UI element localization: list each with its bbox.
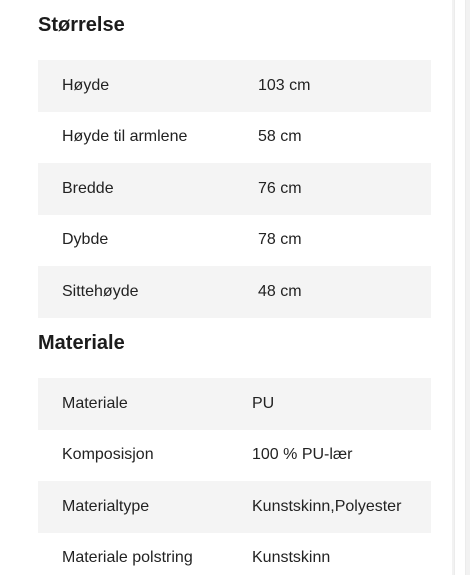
spec-label: Materiale bbox=[38, 395, 252, 413]
spec-value: PU bbox=[252, 395, 431, 413]
spec-value: Kunstskinn,Polyester bbox=[252, 498, 431, 516]
scrollbar-thumb[interactable] bbox=[454, 0, 466, 575]
spec-label: Dybde bbox=[38, 231, 258, 249]
table-row bbox=[38, 112, 431, 164]
spec-value: 76 cm bbox=[258, 180, 431, 198]
spec-label: Materialtype bbox=[38, 498, 252, 516]
spec-label: Sittehøyde bbox=[38, 283, 258, 301]
material-section bbox=[38, 330, 431, 584]
spec-value: Kunstskinn bbox=[252, 549, 431, 567]
spec-label: Bredde bbox=[38, 180, 258, 198]
spec-label: Høyde til armlene bbox=[38, 128, 258, 146]
table-row bbox=[38, 163, 431, 215]
scrollbar-track[interactable] bbox=[452, 0, 470, 575]
table-row bbox=[38, 533, 431, 584]
spec-label: Komposisjon bbox=[38, 446, 252, 464]
table-row bbox=[38, 266, 431, 318]
size-spec-table bbox=[38, 60, 431, 318]
spec-label: Høyde bbox=[38, 77, 258, 95]
spec-value: 58 cm bbox=[258, 128, 431, 146]
table-row bbox=[38, 481, 431, 533]
spec-value: 48 cm bbox=[258, 283, 431, 301]
spec-label: Materiale polstring bbox=[38, 549, 252, 567]
spec-value: 103 cm bbox=[258, 77, 431, 95]
table-row bbox=[38, 430, 431, 482]
spec-value: 100 % PU-lær bbox=[252, 446, 431, 464]
size-section bbox=[38, 12, 431, 318]
material-section-title: Materiale bbox=[38, 330, 431, 356]
table-row bbox=[38, 378, 431, 430]
table-row bbox=[38, 60, 431, 112]
size-section-title: Størrelse bbox=[38, 12, 431, 38]
material-spec-table bbox=[38, 378, 431, 584]
spec-value: 78 cm bbox=[258, 231, 431, 249]
table-row bbox=[38, 215, 431, 267]
